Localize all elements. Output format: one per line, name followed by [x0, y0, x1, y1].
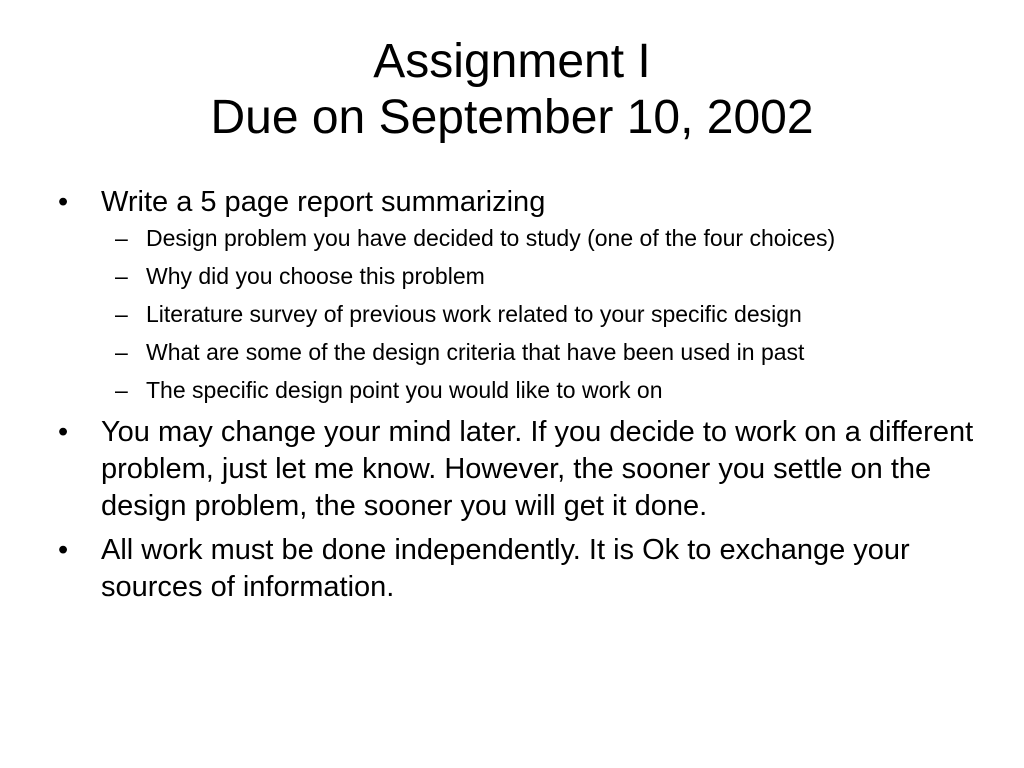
sub-item [101, 261, 978, 292]
sub-item-text: The specific design point you would like to work on [146, 377, 663, 403]
bullet-marker: • [58, 186, 69, 218]
sub-list [101, 223, 978, 406]
title-line-1: Assignment I [373, 35, 651, 88]
dash-marker: – [115, 339, 128, 365]
sub-item-text: Literature survey of previous work related to your specific design [146, 301, 802, 327]
dash-marker: – [115, 301, 128, 327]
bullet-item [58, 532, 978, 606]
sub-item-text: Design problem you have decided to study (one of the four choices) [146, 225, 836, 251]
bullet-text: All work must be done independently. It is Ok to exchange your sources of information. [101, 534, 910, 603]
sub-item [101, 223, 978, 254]
sub-item [101, 337, 978, 368]
dash-marker: – [115, 263, 128, 289]
sub-item-text: Why did you choose this problem [146, 263, 485, 289]
bullet-marker: • [58, 416, 69, 448]
sub-item [101, 299, 978, 330]
bullet-item [58, 184, 978, 406]
slide-title [0, 34, 1024, 146]
bullet-item [58, 414, 978, 525]
bullet-text: You may change your mind later. If you decide to work on a different problem, just let me know. However, the sooner you settle on the design problem, the sooner you will get it done. [101, 416, 974, 522]
slide-body [58, 184, 978, 606]
sub-item-text: What are some of the design criteria that have been used in past [146, 339, 805, 365]
title-line-2: Due on September 10, 2002 [210, 91, 814, 144]
dash-marker: – [115, 377, 128, 403]
dash-marker: – [115, 225, 128, 251]
bullet-marker: • [58, 534, 69, 566]
sub-item [101, 375, 978, 406]
bullet-text: Write a 5 page report summarizing [101, 186, 546, 218]
